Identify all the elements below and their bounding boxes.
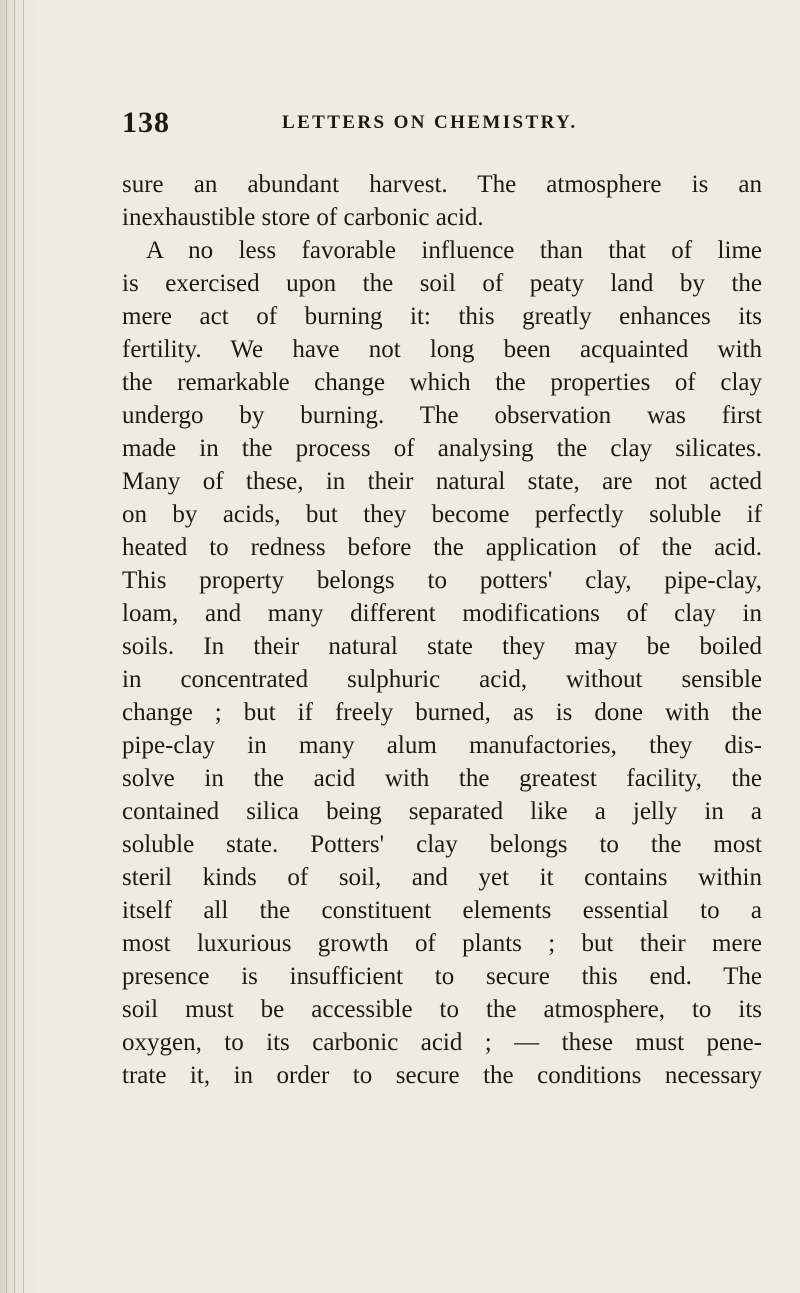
text-line: mere act of burning it: this greatly enhances its bbox=[122, 303, 762, 330]
page-number: 138 bbox=[122, 106, 170, 139]
text-line: contained silica being separated like a jelly in a bbox=[122, 798, 762, 825]
text-line: most luxurious growth of plants ; but their mere bbox=[122, 930, 762, 957]
book-page bbox=[122, 102, 762, 1092]
text-line: A no less favorable influence than that of lime bbox=[146, 237, 762, 264]
text-line: heated to redness before the application of the acid. bbox=[122, 534, 762, 561]
text-line: oxygen, to its carbonic acid ; — these must pene- bbox=[122, 1029, 762, 1056]
text-line: is exercised upon the soil of peaty land by the bbox=[122, 270, 762, 297]
text-line: This property belongs to potters' clay, pipe-clay, bbox=[122, 567, 762, 594]
binding-line bbox=[23, 0, 24, 1293]
text-line: inexhaustible store of carbonic acid. bbox=[122, 204, 484, 231]
text-line: solve in the acid with the greatest facility, the bbox=[122, 765, 762, 792]
text-line: loam, and many different modifications of clay in bbox=[122, 600, 762, 627]
text-line: Many of these, in their natural state, are not acted bbox=[122, 468, 762, 495]
text-line: change ; but if freely burned, as is done with the bbox=[122, 699, 762, 726]
text-line: on by acids, but they become perfectly soluble if bbox=[122, 501, 762, 528]
text-line: soil must be accessible to the atmosphere, to its bbox=[122, 996, 762, 1023]
text-line: itself all the constituent elements essential to a bbox=[122, 897, 762, 924]
text-line: made in the process of analysing the clay silicates. bbox=[122, 435, 762, 462]
text-line: fertility. We have not long been acquainted with bbox=[122, 336, 762, 363]
text-line: soluble state. Potters' clay belongs to the most bbox=[122, 831, 762, 858]
text-line: pipe-clay in many alum manufactories, they dis- bbox=[122, 732, 762, 759]
text-line: in concentrated sulphuric acid, without sensible bbox=[122, 666, 762, 693]
running-title: LETTERS ON CHEMISTRY. bbox=[282, 112, 578, 133]
body-text bbox=[122, 168, 762, 1092]
running-head bbox=[122, 102, 762, 144]
text-line: sure an abundant harvest. The atmosphere is an bbox=[122, 171, 762, 198]
text-line: soils. In their natural state they may be boiled bbox=[122, 633, 762, 660]
binding-line bbox=[6, 0, 7, 1293]
binding-line bbox=[14, 0, 15, 1293]
text-line: presence is insufficient to secure this end. The bbox=[122, 963, 762, 990]
text-line: undergo by burning. The observation was first bbox=[122, 402, 762, 429]
text-line: trate it, in order to secure the conditions necessary bbox=[122, 1062, 762, 1089]
text-line: the remarkable change which the properties of clay bbox=[122, 369, 762, 396]
text-line: steril kinds of soil, and yet it contains within bbox=[122, 864, 762, 891]
